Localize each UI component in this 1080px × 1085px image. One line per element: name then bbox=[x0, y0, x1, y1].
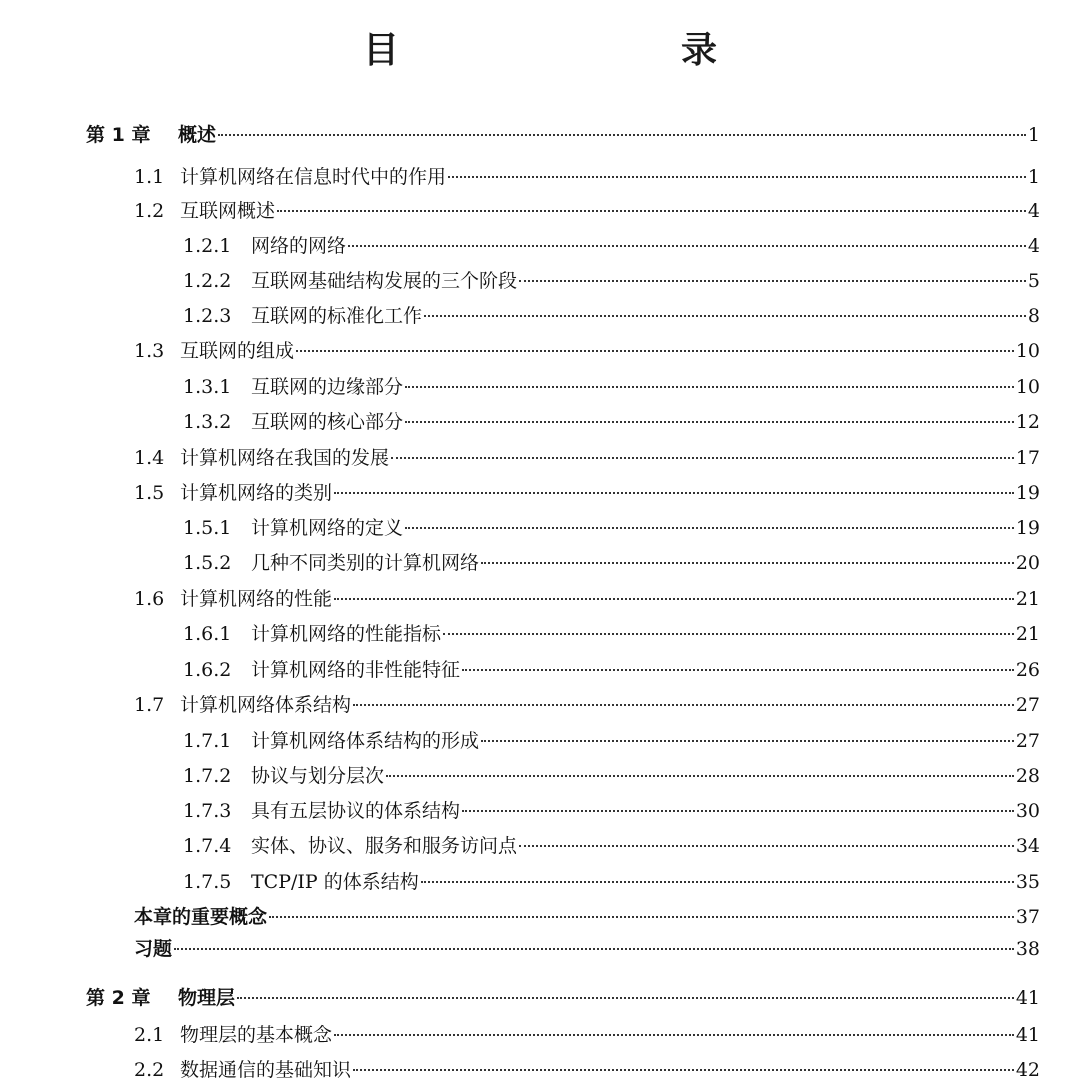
toc-entry-1-7-2[interactable] bbox=[183, 761, 1040, 791]
toc-entry-chapter-1[interactable] bbox=[86, 120, 1040, 150]
dot-leader bbox=[462, 669, 1014, 671]
entry-title: 互联网的标准化工作 bbox=[251, 305, 423, 327]
dot-leader bbox=[421, 881, 1014, 883]
entry-number: 1.3 bbox=[134, 340, 165, 362]
page-title: 目 录 bbox=[362, 30, 787, 71]
dot-leader bbox=[218, 134, 1026, 136]
entry-page: 27 bbox=[1015, 694, 1040, 716]
entry-number: 1.6.2 bbox=[183, 659, 232, 681]
toc-entry-1-6-1[interactable] bbox=[183, 619, 1040, 649]
dot-leader bbox=[353, 704, 1014, 706]
entry-title: 计算机网络体系结构 bbox=[180, 694, 352, 716]
entry-page: 27 bbox=[1015, 730, 1040, 752]
toc-entry-chapter-2[interactable] bbox=[86, 983, 1040, 1013]
dot-leader bbox=[462, 810, 1014, 812]
toc-entry-exercises[interactable] bbox=[134, 934, 1040, 964]
entry-number: 1.5.1 bbox=[183, 517, 232, 539]
dot-leader bbox=[334, 598, 1014, 600]
entry-page: 19 bbox=[1015, 517, 1040, 539]
entry-page: 10 bbox=[1015, 340, 1040, 362]
entry-title: 互联网的组成 bbox=[180, 340, 295, 362]
entry-page: 41 bbox=[1015, 987, 1040, 1009]
entry-page: 28 bbox=[1015, 765, 1040, 787]
entry-title: 数据通信的基础知识 bbox=[180, 1059, 352, 1081]
entry-page: 21 bbox=[1015, 623, 1040, 645]
dot-leader bbox=[348, 245, 1026, 247]
entry-title: 计算机网络在我国的发展 bbox=[180, 447, 390, 469]
dot-leader bbox=[391, 457, 1014, 459]
toc-entry-1-7-5[interactable] bbox=[183, 867, 1040, 897]
toc-entry-1-2-3[interactable] bbox=[183, 301, 1040, 331]
entry-page: 19 bbox=[1015, 482, 1040, 504]
toc-entry-1-5-1[interactable] bbox=[183, 513, 1040, 543]
entry-title: 具有五层协议的体系结构 bbox=[251, 800, 461, 822]
toc-entry-1-7-4[interactable] bbox=[183, 831, 1040, 861]
entry-number: 1.2.3 bbox=[183, 305, 232, 327]
entry-page: 5 bbox=[1027, 270, 1040, 292]
entry-page: 37 bbox=[1015, 906, 1040, 928]
toc-entry-1-3[interactable] bbox=[134, 336, 1040, 366]
entry-page: 41 bbox=[1015, 1024, 1040, 1046]
entry-page: 12 bbox=[1015, 411, 1040, 433]
toc-entry-1-7[interactable] bbox=[134, 690, 1040, 720]
entry-title: 计算机网络的非性能特征 bbox=[251, 659, 461, 681]
entry-page: 20 bbox=[1015, 552, 1040, 574]
dot-leader bbox=[481, 740, 1014, 742]
entry-page: 42 bbox=[1015, 1059, 1040, 1081]
entry-title: 互联网的核心部分 bbox=[251, 411, 404, 433]
entry-number: 1.2.1 bbox=[183, 235, 232, 257]
dot-leader bbox=[174, 948, 1014, 950]
entry-page: 1 bbox=[1027, 124, 1040, 146]
toc-entry-2-2[interactable] bbox=[134, 1055, 1040, 1085]
entry-title: 习题 bbox=[134, 938, 173, 960]
dot-leader bbox=[443, 633, 1014, 635]
dot-leader bbox=[519, 280, 1026, 282]
dot-leader bbox=[277, 210, 1026, 212]
entry-number: 1.7.2 bbox=[183, 765, 232, 787]
entry-page: 10 bbox=[1015, 376, 1040, 398]
toc-entry-1-5[interactable] bbox=[134, 478, 1040, 508]
toc-entry-1-4[interactable] bbox=[134, 443, 1040, 473]
toc-entry-1-2-1[interactable] bbox=[183, 231, 1040, 261]
entry-number: 第 1 章 bbox=[86, 124, 151, 146]
entry-number: 2.2 bbox=[134, 1059, 165, 1081]
dot-leader bbox=[334, 492, 1014, 494]
dot-leader bbox=[269, 916, 1014, 918]
entry-title: 物理层的基本概念 bbox=[180, 1024, 333, 1046]
entry-page: 8 bbox=[1027, 305, 1040, 327]
entry-title: 协议与划分层次 bbox=[251, 765, 385, 787]
entry-title: 互联网基础结构发展的三个阶段 bbox=[251, 270, 518, 292]
dot-leader bbox=[405, 386, 1014, 388]
entry-number: 1.6.1 bbox=[183, 623, 232, 645]
entry-number: 1.7.3 bbox=[183, 800, 232, 822]
dot-leader bbox=[481, 562, 1014, 564]
entry-number: 1.7.4 bbox=[183, 835, 232, 857]
entry-title: 计算机网络的定义 bbox=[251, 517, 404, 539]
toc-entry-1-1[interactable] bbox=[134, 162, 1040, 192]
dot-leader bbox=[448, 176, 1026, 178]
dot-leader bbox=[386, 775, 1014, 777]
dot-leader bbox=[237, 997, 1014, 999]
entry-number: 1.3.1 bbox=[183, 376, 232, 398]
toc-entry-1-3-2[interactable] bbox=[183, 407, 1040, 437]
entry-title: 网络的网络 bbox=[251, 235, 347, 257]
entry-title: 本章的重要概念 bbox=[134, 906, 268, 928]
entry-number: 1.2.2 bbox=[183, 270, 232, 292]
entry-number: 1.1 bbox=[134, 166, 165, 188]
toc-entry-2-1[interactable] bbox=[134, 1020, 1040, 1050]
entry-page: 30 bbox=[1015, 800, 1040, 822]
entry-title: 计算机网络的性能指标 bbox=[251, 623, 442, 645]
dot-leader bbox=[334, 1034, 1014, 1036]
toc-entry-1-2[interactable] bbox=[134, 196, 1040, 226]
entry-title: 几种不同类别的计算机网络 bbox=[251, 552, 480, 574]
entry-number: 1.6 bbox=[134, 588, 165, 610]
entry-page: 1 bbox=[1027, 166, 1040, 188]
toc-entry-1-6[interactable] bbox=[134, 584, 1040, 614]
entry-number: 第 2 章 bbox=[86, 987, 151, 1009]
dot-leader bbox=[405, 421, 1014, 423]
entry-number: 1.5 bbox=[134, 482, 165, 504]
entry-page: 4 bbox=[1027, 200, 1040, 222]
entry-number: 1.2 bbox=[134, 200, 165, 222]
entry-title: 计算机网络在信息时代中的作用 bbox=[180, 166, 447, 188]
entry-title: TCP/IP 的体系结构 bbox=[251, 871, 419, 893]
entry-title: 互联网概述 bbox=[180, 200, 276, 222]
entry-title: 计算机网络的性能 bbox=[180, 588, 333, 610]
toc-entry-1-7-3[interactable] bbox=[183, 796, 1040, 826]
entry-number: 1.7.1 bbox=[183, 730, 232, 752]
dot-leader bbox=[519, 845, 1014, 847]
dot-leader bbox=[296, 350, 1014, 352]
entry-page: 38 bbox=[1015, 938, 1040, 960]
entry-title: 计算机网络体系结构的形成 bbox=[251, 730, 480, 752]
entry-page: 35 bbox=[1015, 871, 1040, 893]
dot-leader bbox=[353, 1069, 1014, 1071]
entry-number: 1.3.2 bbox=[183, 411, 232, 433]
toc-entry-1-3-1[interactable] bbox=[183, 372, 1040, 402]
toc-entry-1-6-2[interactable] bbox=[183, 655, 1040, 685]
toc-entry-1-5-2[interactable] bbox=[183, 548, 1040, 578]
entry-title: 概述 bbox=[178, 124, 217, 146]
entry-title: 计算机网络的类别 bbox=[180, 482, 333, 504]
entry-page: 17 bbox=[1015, 447, 1040, 469]
entry-page: 21 bbox=[1015, 588, 1040, 610]
entry-page: 34 bbox=[1015, 835, 1040, 857]
entry-page: 4 bbox=[1027, 235, 1040, 257]
entry-title: 物理层 bbox=[178, 987, 236, 1009]
dot-leader bbox=[424, 315, 1026, 317]
entry-title: 实体、协议、服务和服务访问点 bbox=[251, 835, 518, 857]
dot-leader bbox=[405, 527, 1014, 529]
toc-entry-1-7-1[interactable] bbox=[183, 726, 1040, 756]
entry-number: 1.5.2 bbox=[183, 552, 232, 574]
entry-number: 1.4 bbox=[134, 447, 165, 469]
entry-title: 互联网的边缘部分 bbox=[251, 376, 404, 398]
entry-number: 1.7 bbox=[134, 694, 165, 716]
toc-entry-1-2-2[interactable] bbox=[183, 266, 1040, 296]
toc-entry-key-concepts[interactable] bbox=[134, 902, 1040, 932]
entry-page: 26 bbox=[1015, 659, 1040, 681]
entry-number: 2.1 bbox=[134, 1024, 165, 1046]
entry-number: 1.7.5 bbox=[183, 871, 232, 893]
